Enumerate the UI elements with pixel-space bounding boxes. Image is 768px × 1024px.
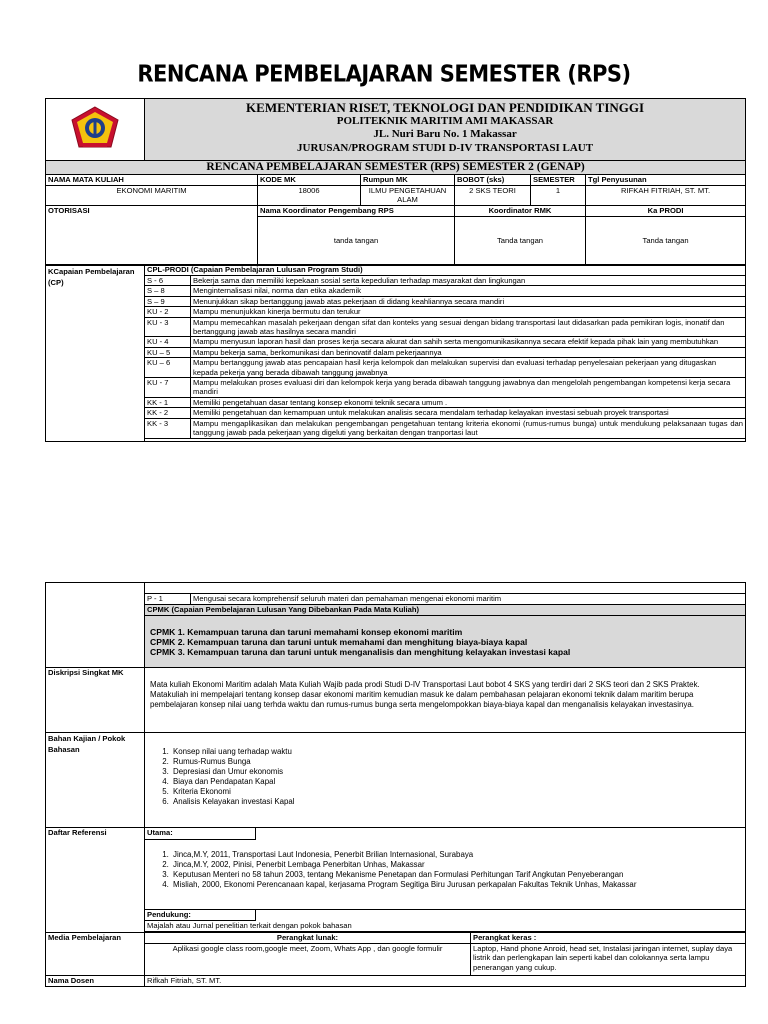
cpl-text: Memiliki pengetahuan dasar tentang konsep ekonomi teknik secara umum .: [191, 397, 746, 407]
otorisasi-label: OTORISASI: [46, 205, 258, 265]
cpl-text: Menginternalisasi nilai, norma dan etika akademik: [191, 286, 746, 296]
cpmk-item: CPMK 2. Kemampuan taruna dan taruni untuk memahami dan menghitung biaya-biaya kapal: [150, 636, 528, 647]
bahan-item: 1. Konsep nilai uang terhadap waktu: [171, 747, 743, 757]
institution-logo-icon: [69, 105, 121, 151]
media-label: Media Pembelajaran: [46, 933, 145, 976]
cpmk-item: CPMK 3. Kemampuan taruna dan taruni untuk menganalisis dan menghitung kelayakan investasi kapal: [150, 646, 571, 657]
signature-ka-prodi: Tanda tangan: [586, 216, 746, 265]
cpl-text: Mampu menyusun laporan hasil dan proses kerja secara akurat dan sahih serta mengomunikasikannya secara efektif kepada pihak lain yang membutuhkan: [191, 337, 746, 347]
media-lunak: Aplikasi google class room,google meet, Zoom, Whats App , dan google formulir: [145, 944, 471, 976]
referensi-pendukung: Majalah atau Jurnal penelitian terkait dengan pokok bahasan: [145, 921, 746, 932]
course-author: RIFKAH FITRIAH, ST. MT.: [586, 186, 746, 206]
cpl-text: Mampu mengaplikasikan dan melakukan pengembangan pengetahuan tentang kriteria ekonomi (rumus-rumus bunga) untuk mendukung pelaksanaan tugas dan tanggung jawab pada pekerjaan yang digeluti yang berkaitan dengan tranportasi laut: [191, 418, 746, 438]
course-label-rumpun: Rumpun MK: [361, 175, 455, 186]
role-koordinator-rps: Nama Koordinator Pengembang RPS: [258, 205, 455, 216]
cpl-code: KU – 6: [145, 358, 191, 378]
department-name: JURUSAN/PROGRAM STUDI D-IV TRANSPORTASI LAUT: [297, 142, 594, 154]
cpl-header: CPL-PRODI (Capaian Pembelajaran Lulusan Program Studi): [145, 265, 746, 276]
cpl-code: KK - 1: [145, 397, 191, 407]
deskripsi-text: Mata kuliah Ekonomi Maritim adalah Mata Kuliah Wajib pada prodi Studi D-IV Transportasi Laut bobot 4 SKS yang terdiri dari 2 SKS teori dan 2 SKS Praktek. Matakuliah ini mempelajari tentang konsep dasar ekonomi maritim kemudian masuk ke dalam pembahasan pelajaran ekonomi teknik dalam maritim berupa pembelajaran konsep nilai uang terhda waktu dan rumus-rumus bunga serta mengelompokkan biaya-biaya kapal dan menganalisis kelayakan investasinya.: [145, 668, 746, 733]
rps-detail-table: [45, 582, 746, 987]
bahan-item: 3. Depresiasi dan Umur ekonomis: [171, 767, 743, 777]
dosen-label: Nama Dosen: [46, 976, 145, 987]
cpl-code: KU - 2: [145, 307, 191, 317]
course-label-semester: SEMESTER: [531, 175, 586, 186]
course-semester: 1: [531, 186, 586, 206]
bahan-list: [147, 747, 743, 807]
cpl-code: KU – 5: [145, 347, 191, 357]
course-label-bobot: BOBOT (sks): [455, 175, 531, 186]
cpl-text: Mampu bekerja sama, berkomunikasi dan berinovatif dalam pekerjaannya: [191, 347, 746, 357]
referensi-item: 4. Misliah, 2000, Ekonomi Perencanaan kapal, kerjasama Program Segitiga Biru Jurusan perkapalan Fakultas Teknik Unhas, Makassar: [171, 880, 743, 890]
cpl-text: Mampu melakukan proses evaluasi diri dan kelompok kerja yang berada dibawah tanggung jawabnya dan mengelolah pengembangan kompetensi kerja secara mandiri: [191, 378, 746, 398]
cp-label: KCapaian Pembelajaran (CP): [46, 265, 145, 442]
cpl-text: Memiliki pengetahuan dan kemampuan untuk melakukan analisis secara mendalam terhadap kelayakan investasi sebuah proyek transportasi: [191, 408, 746, 418]
cpl-text: Menunjukkan sikap bertanggung jawab atas pekerjaan di didang keahliannya secara mandiri: [191, 296, 746, 306]
media-keras: Laptop, Hand phone Anroid, head set, Instalasi jaringan internet, suplay daya listrik dan perlengkapan lain seperti kabel dan colokannya serta lampu penerangan yang cukup.: [471, 944, 746, 976]
cpl-code: KU - 7: [145, 378, 191, 398]
cpl-code: KU - 4: [145, 337, 191, 347]
role-ka-prodi: Ka PRODI: [586, 205, 746, 216]
signature-koordinator-rmk: Tanda tangan: [455, 216, 586, 265]
cpl-code: KK - 2: [145, 408, 191, 418]
cpl-code: S - 6: [145, 276, 191, 286]
cpl-text: Mampu memecahkan masalah pekerjaan dengan sifat dan konteks yang sesuai dengan bidang transportasi laut didasarkan pada pemikiran logis, inonatif dan bertanggung jawab atas hasilnya secara mandiri: [191, 317, 746, 337]
bahan-label: Bahan Kajian / Pokok Bahasan: [46, 733, 145, 828]
bahan-item: 2. Rumus-Rumus Bunga: [171, 757, 743, 767]
referensi-label: Daftar Referensi: [46, 828, 145, 933]
media-keras-label: Perangkat keras :: [471, 933, 746, 944]
p1-code: P - 1: [145, 594, 191, 605]
institution-name: POLITEKNIK MARITIM AMI MAKASSAR: [336, 115, 554, 127]
cpmk-header: CPMK (Capaian Pembelajaran Lulusan Yang Dibebankan Pada Mata Kuliah): [145, 605, 746, 616]
ministry-name: KEMENTERIAN RISET, TEKNOLOGI DAN PENDIDIKAN TINGGI: [246, 100, 645, 115]
cpl-text: Mampu menunjukkan kinerja bermutu dan terukur: [191, 307, 746, 317]
cpl-code: S – 8: [145, 286, 191, 296]
course-name: EKONOMI MARITIM: [46, 186, 258, 206]
rps-header-table: [45, 98, 746, 266]
referensi-item: 3. Keputusan Menteri no 58 tahun 2003, tentang Mekanisme Penetapan dan Formulasi Perhitungan Tarif Angkutan Penyeberangan: [171, 870, 743, 880]
referensi-pendukung-label: Pendukung:: [145, 910, 256, 921]
referensi-item: 2. Jinca,M.Y, 2002, Pinisi, Penerbit Lembaga Penerbitan Unhas, Makassar: [171, 860, 743, 870]
course-label-code: KODE MK: [258, 175, 361, 186]
referensi-utama-list: [147, 850, 743, 890]
cpl-text: Mampu bertanggung jawab atas pencapaian hasil kerja kelompok dan melakukan supervisi dan evaluasi terhadap penyelesaian pekerjaan yang ditugaskan kepada pekerja yang berada dibawah tanggung jawabnya: [191, 358, 746, 378]
cpl-text: Bekerja sama dan memiliki kepekaan sosial serta kepedulian terhadap masyarakat dan lingkungan: [191, 276, 746, 286]
bahan-item: 4. Biaya dan Pendapatan Kapal: [171, 777, 743, 787]
logo-cell: [46, 99, 145, 161]
cpl-code: S – 9: [145, 296, 191, 306]
cpl-code: KU - 3: [145, 317, 191, 337]
cpmk-item: CPMK 1. Kemampuan taruna dan taruni memahami konsep ekonomi maritim: [150, 626, 463, 637]
referensi-utama-label: Utama:: [145, 828, 256, 840]
deskripsi-label: Diskripsi Singkat MK: [46, 668, 145, 733]
p1-text: Mengusai secara komprehensif seluruh materi dan pemahaman mengenai ekonomi maritim: [191, 594, 746, 605]
bahan-item: 6. Analisis Kelayakan investasi Kapal: [171, 797, 743, 807]
course-code: 18006: [258, 186, 361, 206]
course-label-name: NAMA MATA KULIAH: [46, 175, 258, 186]
cp-table: [45, 264, 746, 442]
role-koordinator-rmk: Koordinator RMK: [455, 205, 586, 216]
doc-title: RENCANA PEMBELAJARAN SEMESTER (RPS) SEMESTER 2 (GENAP): [46, 161, 746, 175]
course-label-date: Tgl Penyusunan: [586, 175, 746, 186]
media-lunak-label: Perangkat lunak:: [145, 933, 471, 944]
page-title: RENCANA PEMBELAJARAN SEMESTER (RPS): [137, 60, 631, 88]
course-bobot: 2 SKS TEORI: [455, 186, 531, 206]
bahan-item: 5. Kriteria Ekonomi: [171, 787, 743, 797]
institution-address: JL. Nuri Baru No. 1 Makassar: [373, 128, 517, 140]
dosen-name: Rifkah Fitriah, ST. MT.: [145, 976, 746, 987]
referensi-item: 1. Jinca,M.Y, 2011, Transportasi Laut Indonesia, Penerbit Brilian Internasional, Surabaya: [171, 850, 743, 860]
course-rumpun: ILMU PENGETAHUAN ALAM: [361, 186, 455, 206]
signature-koordinator-rps: tanda tangan: [258, 216, 455, 265]
cpl-code: KK - 3: [145, 418, 191, 438]
